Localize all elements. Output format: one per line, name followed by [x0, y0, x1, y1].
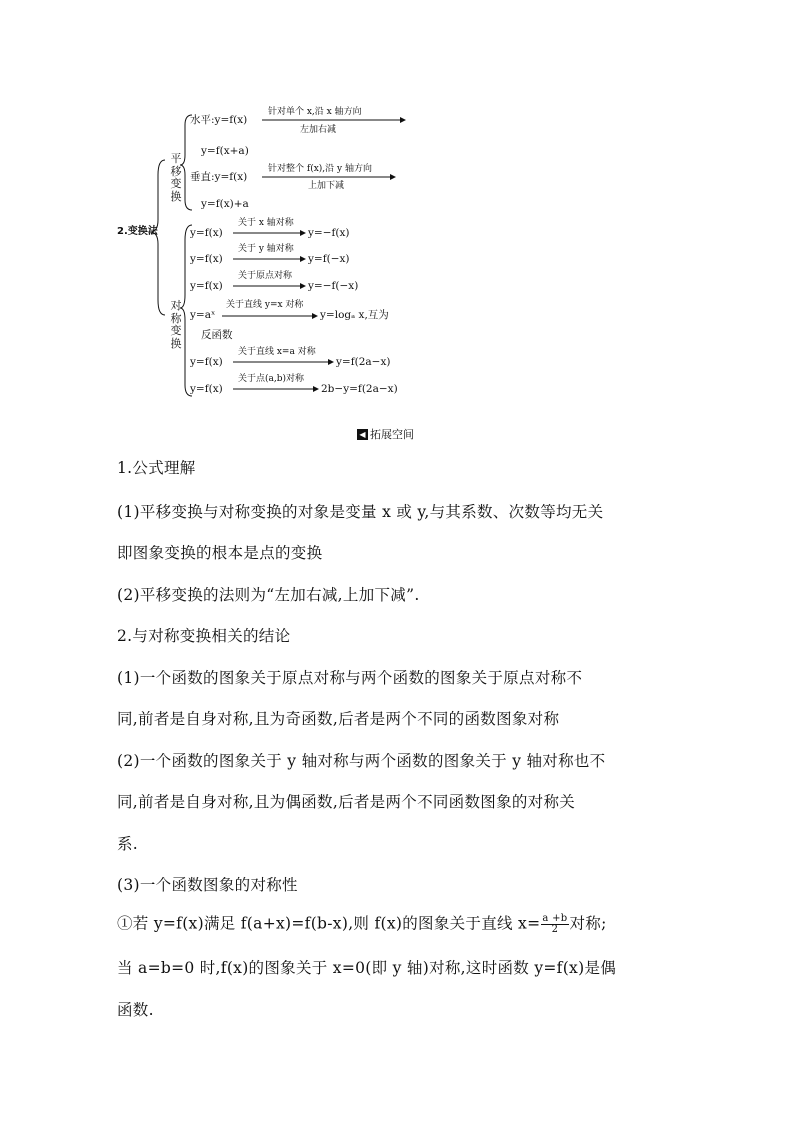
paragraph: 1.公式理解: [117, 459, 196, 477]
paragraph: (1)平移变换与对称变换的对象是变量 x 或 y,与其系数、次数等均无关: [117, 503, 604, 521]
symmetry-label: 对称变换: [170, 299, 182, 350]
sym-right: y=logₐ x,互为: [320, 309, 389, 321]
paragraph: 系.: [117, 835, 139, 853]
paragraph: 同,前者是自身对称,且为偶函数,后者是两个不同函数图象的对称关: [117, 793, 576, 811]
paragraph: 当 a=b=0 时,f(x)的图象关于 x=0(即 y 轴)对称,这时函数 y=f(x)是偶: [117, 959, 617, 977]
sym-arrow-label: 关于点(a,b)对称: [238, 374, 305, 384]
extension-label: 拓展空间: [370, 428, 414, 441]
vertical-arrow-top: 针对整个 f(x),沿 y 轴方向: [268, 164, 372, 174]
paragraph: 即图象变换的根本是点的变换: [117, 544, 323, 562]
inverse-note: 反函数: [201, 329, 233, 341]
transform-diagram: [0, 0, 794, 420]
paragraph: (2)平移变换的法则为“左加右减,上加下减”.: [117, 586, 420, 604]
formula-tail: 对称;: [569, 914, 607, 933]
formula-text: ①若 y=f(x)满足 f(a+x)=f(b-x),则 f(x)的图象关于直线 x=: [117, 914, 541, 933]
sym-right: y=−f(−x): [308, 280, 359, 292]
horizontal-arrow-top: 针对单个 x,沿 x 轴方向: [268, 107, 362, 117]
extension-heading: [357, 426, 414, 442]
translate-label: 平移变换: [170, 152, 182, 203]
section-label: 2.变换法: [117, 226, 158, 237]
sym-right: 2b−y=f(2a−x): [321, 383, 398, 395]
paragraph: 同,前者是自身对称,且为奇函数,后者是两个不同的函数图象对称: [117, 710, 560, 728]
sym-left: y=f(x): [190, 280, 223, 292]
paragraph-formula: [117, 914, 607, 935]
fraction-numerator: a +b: [542, 913, 568, 924]
paragraph: 函数.: [117, 1001, 154, 1019]
sym-arrow-label: 关于直线 y=x 对称: [226, 300, 304, 310]
horizontal-arrow-bottom: 左加右减: [300, 125, 337, 135]
vertical-prefix: 垂直:y=f(x): [190, 171, 248, 183]
sym-left: y=f(x): [190, 356, 223, 368]
speaker-icon: ◀: [357, 429, 368, 440]
fraction-denominator: 2: [551, 924, 559, 935]
sym-arrow-label: 关于原点对称: [238, 271, 293, 281]
fraction: [541, 914, 568, 935]
sym-right: y=f(−x): [308, 253, 350, 265]
sym-right: y=−f(x): [308, 227, 350, 239]
vertical-result: y=f(x)+a: [201, 198, 249, 210]
sym-right: y=f(2a−x): [336, 356, 391, 368]
horizontal-prefix: 水平:y=f(x): [190, 114, 248, 126]
diagram-lines: [0, 0, 794, 420]
sym-left: y=f(x): [190, 227, 223, 239]
sym-arrow-label: 关于直线 x=a 对称: [238, 347, 316, 357]
sym-left: y=f(x): [190, 253, 223, 265]
paragraph: (1)一个函数的图象关于原点对称与两个函数的图象关于原点对称不: [117, 669, 583, 687]
paragraph: (3)一个函数图象的对称性: [117, 876, 298, 894]
sym-arrow-label: 关于 x 轴对称: [238, 218, 294, 228]
sym-left: y=aˣ: [190, 309, 216, 321]
paragraph: 2.与对称变换相关的结论: [117, 627, 291, 645]
horizontal-result: y=f(x+a): [201, 145, 249, 157]
sym-left: y=f(x): [190, 383, 223, 395]
paragraph: (2)一个函数的图象关于 y 轴对称与两个函数的图象关于 y 轴对称也不: [117, 752, 606, 770]
sym-arrow-label: 关于 y 轴对称: [238, 244, 294, 254]
vertical-arrow-bottom: 上加下减: [308, 181, 345, 191]
